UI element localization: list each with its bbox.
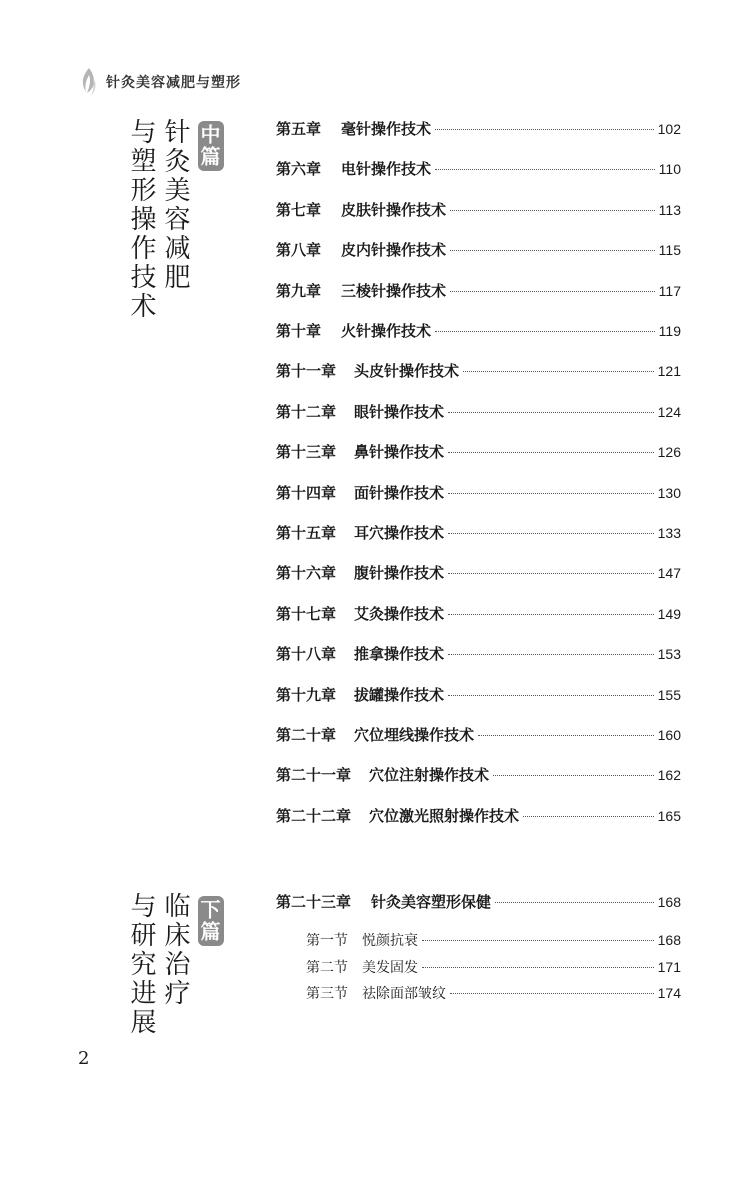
toc-chapter-entry[interactable] <box>276 158 681 180</box>
toc-entry-title: 悦颜抗衰 <box>362 933 418 949</box>
toc-entry-page: 174 <box>657 985 681 1001</box>
dot-leader <box>495 902 654 903</box>
part-title-col2: 与塑形操作技术 <box>126 118 156 321</box>
toc-section-entry[interactable] <box>306 957 681 979</box>
toc-chapter-entry[interactable] <box>276 805 681 827</box>
toc-entry-page: 110 <box>658 161 681 178</box>
dot-leader <box>422 940 654 941</box>
header-title: 针灸美容减肥与塑形 <box>106 75 241 91</box>
toc-chapter-entry[interactable] <box>276 239 681 261</box>
dot-leader <box>493 775 654 776</box>
toc-entry-title: 针灸美容塑形保健 <box>371 893 492 911</box>
toc-entry-number: 第十二章 <box>276 402 337 421</box>
toc-entry-page: 147 <box>657 565 681 582</box>
toc-entry-title: 鼻针操作技术 <box>354 443 445 462</box>
toc-chapter-entry[interactable] <box>276 360 681 382</box>
toc-entry-page: 102 <box>657 121 681 137</box>
toc-entry-number: 第三节 <box>306 986 348 1002</box>
toc-entry-title: 皮肤针操作技术 <box>341 200 447 219</box>
toc-entry-title: 穴位埋线操作技术 <box>354 726 475 744</box>
toc-entry-page: 153 <box>657 646 681 663</box>
toc-entry-page: 117 <box>658 282 681 299</box>
toc-chapter-entry[interactable] <box>276 724 681 746</box>
toc-chapter-entry[interactable] <box>276 603 681 625</box>
toc-entry-page: 155 <box>657 686 681 703</box>
toc-entry-page: 149 <box>657 605 681 622</box>
toc-entry-number: 第十七章 <box>276 604 337 623</box>
toc-chapter-entry[interactable] <box>276 684 681 706</box>
toc-chapter-entry[interactable] <box>276 482 681 504</box>
toc-entry-title: 电针操作技术 <box>341 160 432 179</box>
toc-entry-number: 第十六章 <box>276 564 337 583</box>
toc-entry-number: 第十一章 <box>276 362 337 381</box>
toc-entry-number: 第九章 <box>276 281 322 300</box>
toc-section-entry[interactable] <box>306 983 681 1005</box>
toc-section-entry[interactable] <box>306 930 681 952</box>
toc-chapter-entry[interactable] <box>276 522 681 544</box>
dot-leader <box>448 452 654 453</box>
dot-leader <box>448 654 654 655</box>
toc-entry-title: 眼针操作技术 <box>354 402 445 421</box>
dot-leader <box>450 291 655 292</box>
dot-leader <box>463 371 654 372</box>
toc-entry-number: 第一节 <box>306 933 348 949</box>
toc-entry-page: 113 <box>658 201 681 218</box>
toc-entry-number: 第二十一章 <box>276 766 352 785</box>
part-title-col1: 针灸美容减肥 <box>160 118 190 292</box>
toc-entry-title: 毫针操作技术 <box>341 120 432 138</box>
dot-leader <box>435 169 655 170</box>
dot-leader <box>435 129 654 130</box>
dot-leader <box>450 993 654 994</box>
toc-entry-title: 面针操作技术 <box>354 483 445 502</box>
toc-entry-title: 皮内针操作技术 <box>341 241 447 260</box>
toc-chapter-entry[interactable] <box>276 562 681 584</box>
dot-leader <box>448 573 654 574</box>
part-lower-title-col2: 与研究进展 <box>126 892 156 1037</box>
toc-entry-title: 推拿操作技术 <box>354 645 445 664</box>
dot-leader <box>523 816 654 817</box>
dot-leader <box>450 210 655 211</box>
toc-entry-number: 第二十章 <box>276 726 337 744</box>
toc-entry-page: 162 <box>657 767 681 784</box>
toc-entry-number: 第二十二章 <box>276 806 352 825</box>
part-badge-middle: 中篇 <box>198 121 224 171</box>
toc-chapter-entry[interactable] <box>276 764 681 786</box>
toc-entry-page: 124 <box>657 403 681 420</box>
toc-entry-number: 第十三章 <box>276 443 337 462</box>
toc-entry-page: 121 <box>657 363 681 380</box>
part-lower-title-col1: 临床治疗 <box>160 892 190 1008</box>
toc-chapter-entry[interactable] <box>276 118 681 140</box>
dot-leader <box>448 493 654 494</box>
toc-entry-number: 第十八章 <box>276 645 337 664</box>
toc-entry-number: 第十九章 <box>276 685 337 704</box>
toc-entry-page: 119 <box>658 323 681 339</box>
dot-leader <box>448 412 654 413</box>
page-number: 2 <box>78 1048 90 1069</box>
toc-chapter-entry[interactable] <box>276 401 681 423</box>
toc-chapter-entry[interactable] <box>276 891 681 913</box>
toc-chapter-entry[interactable] <box>276 199 681 221</box>
toc-entry-page: 160 <box>657 727 681 743</box>
toc-entry-title: 穴位激光照射操作技术 <box>369 806 520 825</box>
toc-entry-number: 第五章 <box>276 120 322 138</box>
toc-entry-title: 耳穴操作技术 <box>354 524 445 542</box>
toc-entry-title: 三棱针操作技术 <box>341 281 447 300</box>
toc-chapter-entry[interactable] <box>276 643 681 665</box>
toc-entry-title: 穴位注射操作技术 <box>369 766 490 785</box>
toc-entry-number: 第六章 <box>276 160 322 179</box>
dot-leader <box>422 967 654 968</box>
toc-entry-title: 拔罐操作技术 <box>354 685 445 704</box>
toc-entry-page: 126 <box>657 444 681 461</box>
toc-entry-page: 133 <box>657 525 681 541</box>
toc-entry-number: 第十章 <box>276 322 322 340</box>
toc-entry-title: 头皮针操作技术 <box>354 362 460 381</box>
toc-entry-number: 第二十三章 <box>276 893 352 911</box>
dot-leader <box>478 735 654 736</box>
toc-entry-title: 艾灸操作技术 <box>354 604 445 623</box>
toc-entry-title: 祛除面部皱纹 <box>362 986 446 1002</box>
toc-entry-title: 腹针操作技术 <box>354 564 445 583</box>
toc-entry-page: 130 <box>657 484 681 501</box>
toc-entry-page: 115 <box>658 242 681 259</box>
toc-entry-number: 第十五章 <box>276 524 337 542</box>
flame-leaf-logo-icon <box>78 66 100 98</box>
toc-entry-number: 第八章 <box>276 241 322 260</box>
toc-chapter-entry[interactable] <box>276 441 681 463</box>
dot-leader <box>450 250 655 251</box>
toc-entry-number: 第二节 <box>306 959 348 976</box>
toc-entry-title: 美发固发 <box>362 959 418 976</box>
toc-entry-number: 第十四章 <box>276 483 337 502</box>
toc-chapter-entry[interactable] <box>276 280 681 302</box>
running-header <box>78 64 241 100</box>
toc-entry-page: 165 <box>657 807 681 824</box>
dot-leader <box>448 614 654 615</box>
toc-entry-title: 火针操作技术 <box>341 322 432 340</box>
dot-leader <box>448 533 654 534</box>
dot-leader <box>435 331 655 332</box>
part-badge-lower: 下篇 <box>198 896 224 946</box>
toc-entry-page: 168 <box>657 894 681 910</box>
toc-entry-page: 168 <box>657 932 681 948</box>
toc-entry-page: 171 <box>657 958 681 975</box>
toc-chapter-entry[interactable] <box>276 320 681 342</box>
toc-entry-number: 第七章 <box>276 200 322 219</box>
dot-leader <box>448 695 654 696</box>
